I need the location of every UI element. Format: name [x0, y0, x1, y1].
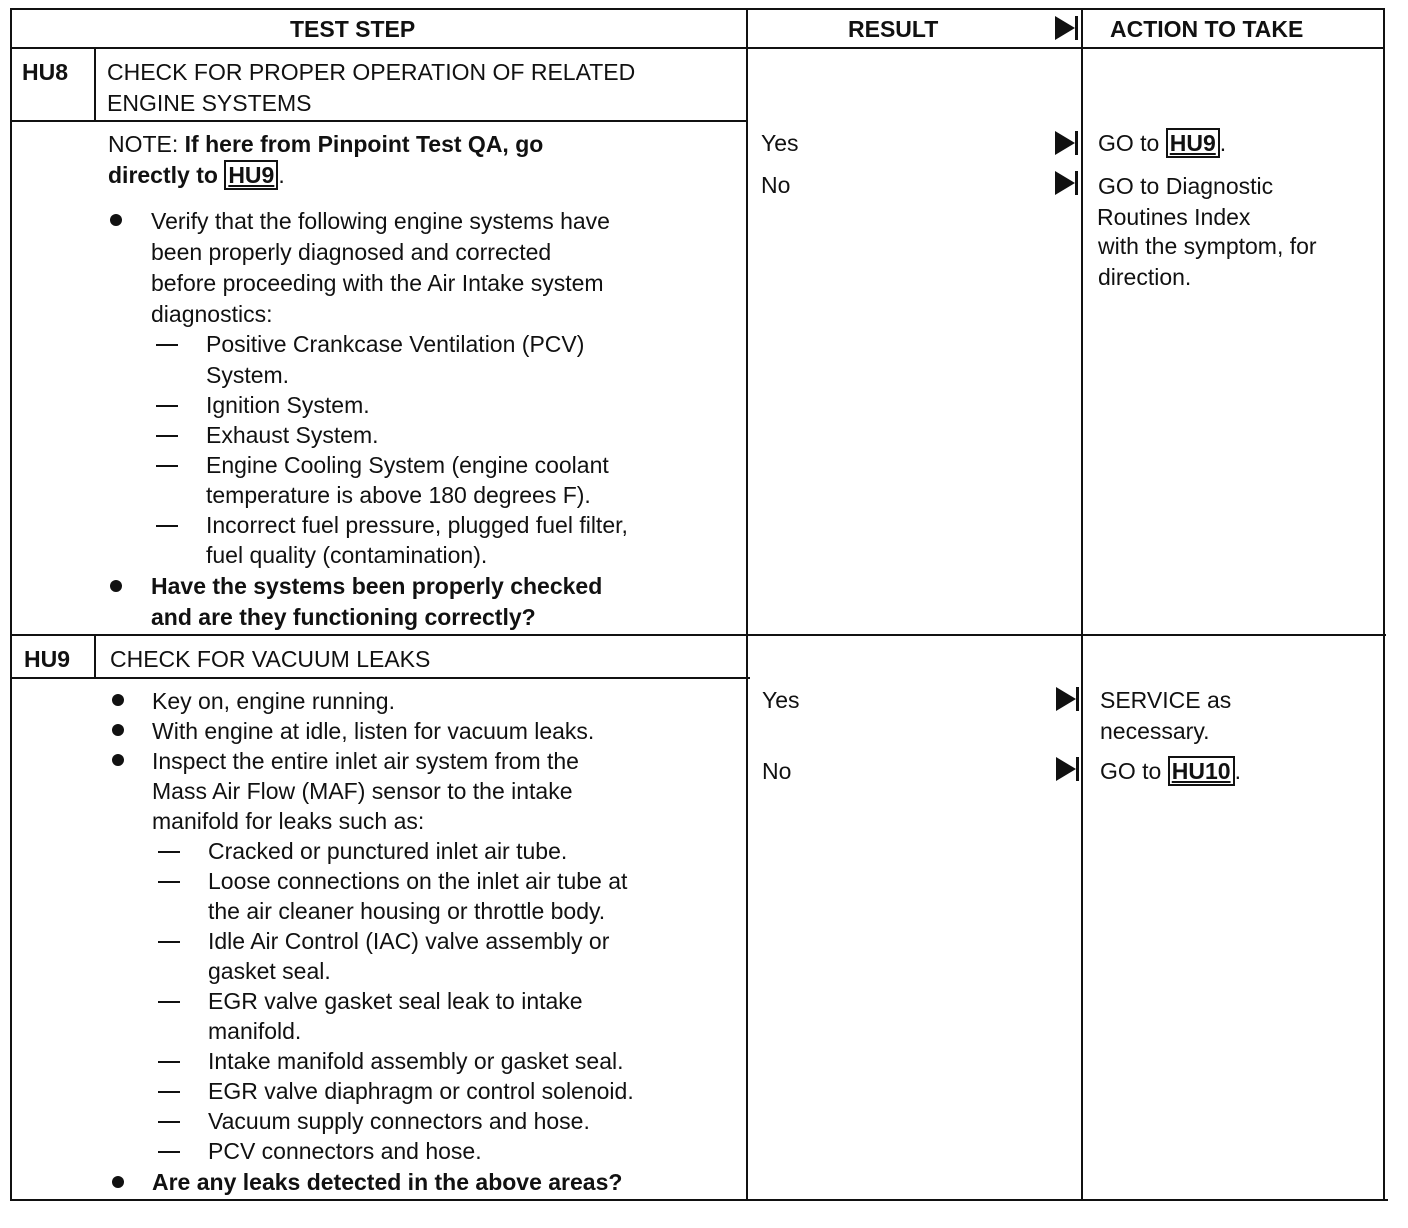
- hu9-dash-line: Loose connections on the inlet air tube at: [208, 868, 628, 894]
- dash-icon: [156, 525, 178, 527]
- bullet-icon: [112, 1176, 124, 1188]
- dash-icon: [158, 1151, 180, 1153]
- dash-icon: [158, 1061, 180, 1063]
- hu9-dash-line: Cracked or punctured inlet air tube.: [208, 838, 568, 864]
- hu8-question-line: and are they functioning correctly?: [151, 604, 536, 630]
- hu9-action-ref-hu10[interactable]: HU10: [1168, 756, 1235, 786]
- hu8-action-yes: [1098, 128, 1226, 158]
- hu8-note-end: .: [278, 162, 285, 188]
- hu8-note-line1: [108, 129, 543, 159]
- table-bottom-border: [10, 1199, 1388, 1201]
- hu8-title-line1: CHECK FOR PROPER OPERATION OF RELATED: [107, 59, 636, 85]
- hu8-action-ref-hu9[interactable]: HU9: [1166, 128, 1220, 158]
- hu9-dash-line: Vacuum supply connectors and hose.: [208, 1108, 590, 1134]
- hu9-dash-line: EGR valve diaphragm or control solenoid.: [208, 1078, 634, 1104]
- hu8-action-no-line: Routines Index: [1097, 204, 1251, 230]
- hu8-question-line: Have the systems been properly checked: [151, 573, 603, 599]
- dash-icon: [158, 941, 180, 943]
- hu9-action-no-prefix: GO to: [1100, 758, 1162, 784]
- hu9-action-no: [1100, 756, 1241, 786]
- hu8-step-id: HU8: [22, 59, 69, 85]
- dash-icon: [156, 344, 178, 346]
- result-arrow-bar-icon: [1076, 757, 1079, 781]
- header-arrow-bar-icon: [1075, 16, 1078, 40]
- result-arrow-bar-icon: [1076, 687, 1079, 711]
- hu9-question: Are any leaks detected in the above areas?: [152, 1169, 623, 1195]
- action-column-divider: [1081, 8, 1083, 1201]
- hu9-title: CHECK FOR VACUUM LEAKS: [110, 646, 431, 672]
- dash-icon: [156, 465, 178, 467]
- hu8-note-line2: [108, 160, 285, 190]
- table-left-border: [10, 8, 12, 1201]
- hu8-note-bold2: directly to: [108, 162, 218, 188]
- hu8-bullet1-line: Verify that the following engine systems have: [151, 208, 610, 234]
- dash-icon: [158, 1001, 180, 1003]
- hu8-dash-line: Incorrect fuel pressure, plugged fuel filter,: [206, 512, 628, 538]
- table-top-border: [10, 8, 1384, 10]
- step-id-divider-hu8: [94, 47, 96, 122]
- hu8-dash-line: Positive Crankcase Ventilation (PCV): [206, 331, 585, 357]
- hu8-action-yes-prefix: GO to: [1098, 130, 1160, 156]
- dash-icon: [158, 881, 180, 883]
- hu8-dash-line: temperature is above 180 degrees F).: [206, 482, 591, 508]
- hu8-dash-line: fuel quality (contamination).: [206, 542, 488, 568]
- hu8-action-no-line: with the symptom, for: [1098, 233, 1317, 259]
- hu8-action-no-line: GO to Diagnostic: [1098, 173, 1274, 199]
- hu9-bullet3-line: Inspect the entire inlet air system from the: [152, 748, 579, 774]
- hu9-bullet3-line: manifold for leaks such as:: [152, 808, 425, 834]
- hu8-bullet1-line: diagnostics:: [151, 301, 273, 327]
- hu8-dash-line: System.: [206, 362, 290, 388]
- dash-icon: [158, 1121, 180, 1123]
- hu8-dash-line: Ignition System.: [206, 392, 370, 418]
- hu9-dash-line: Intake manifold assembly or gasket seal.: [208, 1048, 624, 1074]
- bullet-icon: [112, 754, 124, 766]
- bullet-icon: [110, 214, 122, 226]
- dash-icon: [156, 405, 178, 407]
- dash-icon: [156, 435, 178, 437]
- hu8-bullet1-line: been properly diagnosed and corrected: [151, 239, 552, 265]
- hu9-dash-line: manifold.: [208, 1018, 302, 1044]
- result-arrow-icon: [1055, 131, 1075, 155]
- hu9-dash-line: EGR valve gasket seal leak to intake: [208, 988, 583, 1014]
- result-arrow-bar-icon: [1075, 171, 1078, 195]
- header-test-step: TEST STEP: [290, 16, 416, 42]
- hu8-action-no-line: direction.: [1098, 264, 1192, 290]
- table-right-border: [1383, 8, 1385, 1201]
- hu9-action-yes-line: SERVICE as: [1100, 687, 1232, 713]
- hu9-dash-line: PCV connectors and hose.: [208, 1138, 482, 1164]
- header-result: RESULT: [848, 16, 939, 42]
- dash-icon: [158, 851, 180, 853]
- hu8-action-yes-end: .: [1219, 130, 1227, 156]
- hu9-result-yes: Yes: [762, 687, 800, 713]
- bullet-icon: [110, 580, 122, 592]
- hu9-dash-line: gasket seal.: [208, 958, 331, 984]
- hu8-result-yes: Yes: [761, 130, 799, 156]
- hu8-note-ref-hu9[interactable]: HU9: [224, 160, 278, 190]
- hu9-action-no-end: .: [1234, 758, 1241, 784]
- header-bottom-border: [10, 47, 1384, 49]
- hu8-title-underline: [10, 120, 746, 122]
- result-column-divider: [746, 8, 748, 1201]
- result-arrow-icon: [1056, 687, 1076, 711]
- hu9-dash-line: the air cleaner housing or throttle body.: [208, 898, 606, 924]
- dash-icon: [158, 1091, 180, 1093]
- hu9-step-id: HU9: [24, 646, 71, 672]
- hu8-note-prefix: NOTE:: [108, 131, 185, 157]
- bullet-icon: [112, 724, 124, 736]
- header-arrow-icon: [1055, 16, 1075, 40]
- hu9-action-yes-line: necessary.: [1100, 718, 1210, 744]
- hu8-bullet1-line: before proceeding with the Air Intake system: [151, 270, 604, 296]
- hu9-result-no: No: [762, 758, 792, 784]
- hu9-bullet3-line: Mass Air Flow (MAF) sensor to the intake: [152, 778, 573, 804]
- result-arrow-icon: [1056, 757, 1076, 781]
- hu8-note-bold1: If here from Pinpoint Test QA, go: [184, 131, 544, 157]
- hu8-title-line2: ENGINE SYSTEMS: [107, 90, 312, 116]
- hu9-dash-line: Idle Air Control (IAC) valve assembly or: [208, 928, 610, 954]
- hu9-title-underline: [10, 677, 750, 679]
- hu9-bullet-line: With engine at idle, listen for vacuum leaks.: [152, 718, 595, 744]
- bullet-icon: [112, 694, 124, 706]
- result-arrow-bar-icon: [1075, 131, 1078, 155]
- step-id-divider-hu9: [94, 634, 96, 679]
- hu9-bullet-line: Key on, engine running.: [152, 688, 395, 714]
- hu8-result-no: No: [761, 172, 791, 198]
- hu8-dash-line: Exhaust System.: [206, 422, 379, 448]
- hu8-bottom-border: [10, 634, 1386, 636]
- result-arrow-icon: [1055, 171, 1075, 195]
- hu8-dash-line: Engine Cooling System (engine coolant: [206, 452, 609, 478]
- header-action: ACTION TO TAKE: [1110, 16, 1304, 42]
